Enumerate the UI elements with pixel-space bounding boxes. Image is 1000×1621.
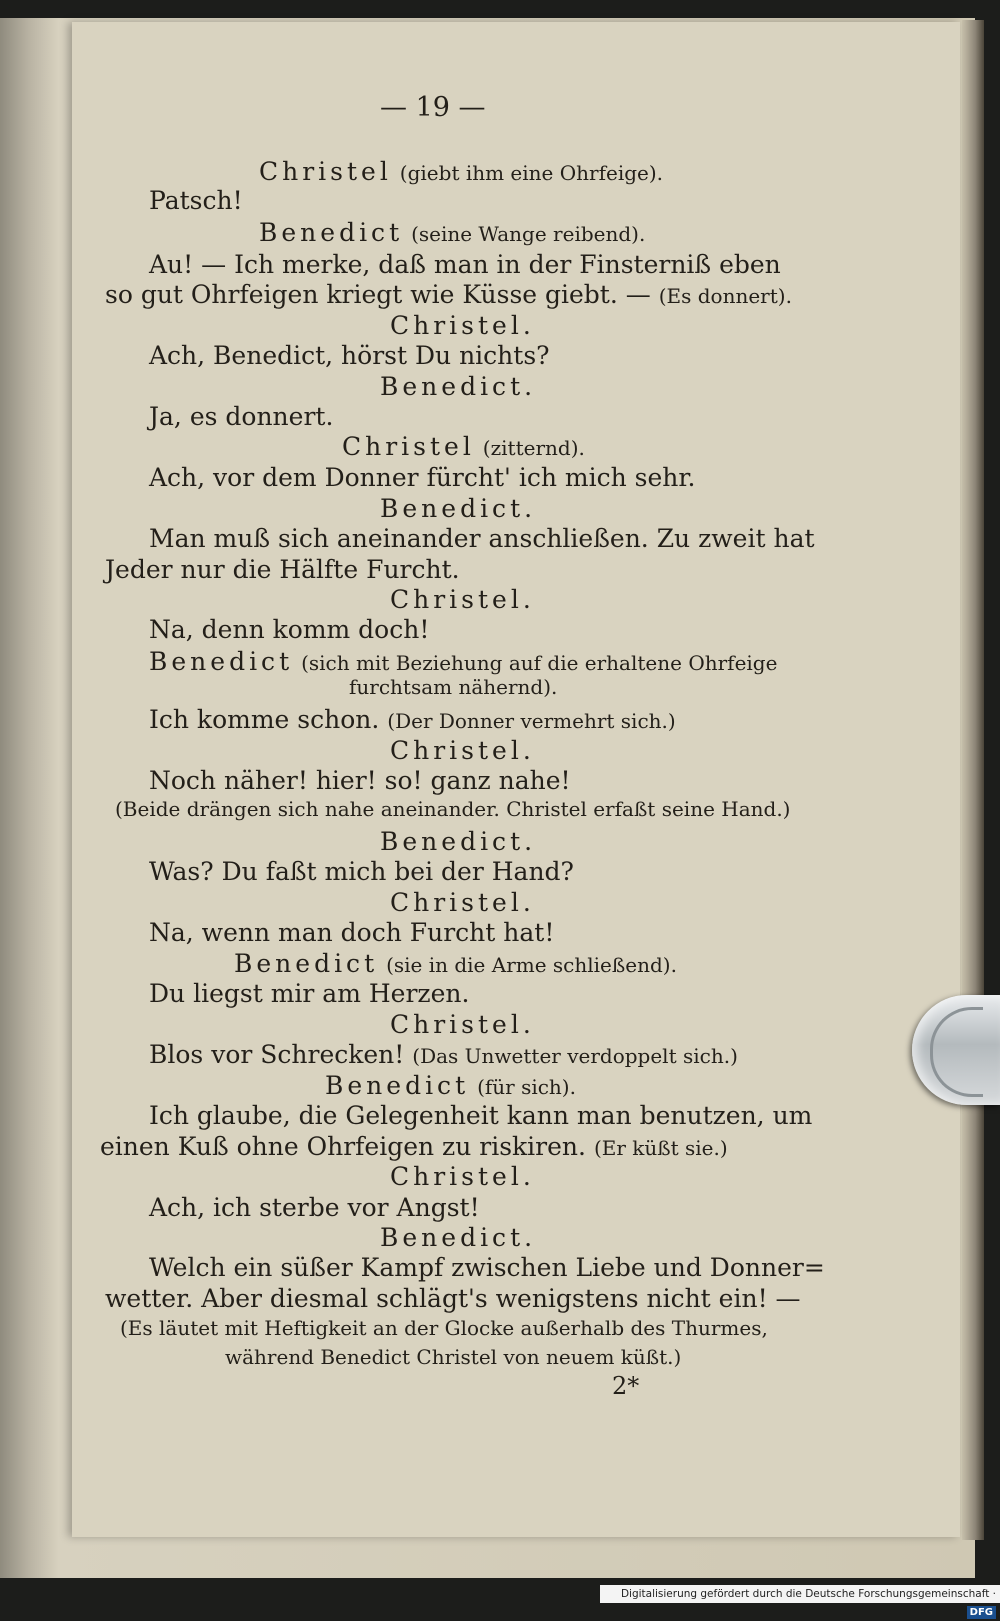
stage-direction: während Benedict Christel von neuem küßt.) — [225, 1345, 682, 1369]
dialogue-line: Patsch! — [149, 186, 243, 215]
dialogue-line: Ach, Benedict, hörst Du nichts? — [149, 341, 550, 370]
speaker-line: Benedict. — [380, 372, 537, 401]
book-page — [72, 22, 960, 1537]
dialogue-line: Ja, es donnert. — [149, 402, 334, 431]
speaker-line: Benedict (seine Wange reibend). — [259, 218, 646, 247]
speaker-line: Benedict. — [380, 494, 537, 523]
speaker-line: Christel (zitternd). — [342, 432, 585, 461]
speaker-line: Benedict (für sich). — [325, 1071, 576, 1100]
dialogue-line: Du liegst mir am Herzen. — [149, 979, 470, 1008]
stage-direction: (Beide drängen sich nahe aneinander. Christel erfaßt seine Hand.) — [115, 797, 791, 821]
dialogue-line: Na, wenn man doch Furcht hat! — [149, 918, 555, 947]
dialogue-line: Man muß sich aneinander anschließen. Zu zweit hat — [149, 524, 815, 553]
dialogue-line: Noch näher! hier! so! ganz nahe! — [149, 766, 571, 795]
speaker-line: Christel. — [390, 311, 535, 340]
dialogue-line: Jeder nur die Hälfte Furcht. — [105, 555, 460, 584]
dialogue-line: Ich komme schon. (Der Donner vermehrt sich.) — [149, 705, 676, 734]
speaker-line: Christel. — [390, 585, 535, 614]
speaker-line: Christel. — [390, 1010, 535, 1039]
dialogue-line: Na, denn komm doch! — [149, 615, 430, 644]
speaker-line: Benedict. — [380, 827, 537, 856]
speaker-line: Christel (giebt ihm eine Ohrfeige). — [259, 157, 664, 186]
stage-direction: (Es läutet mit Heftigkeit an der Glocke außerhalb des Thurmes, — [120, 1316, 768, 1340]
page-stack-edge — [962, 20, 984, 1540]
speaker-line: Christel. — [390, 1162, 535, 1191]
page-clip-inner — [930, 1007, 983, 1097]
signature-mark: 2* — [612, 1372, 640, 1400]
speaker-line: Benedict (sie in die Arme schließend). — [234, 949, 677, 978]
page-number: — 19 — — [380, 92, 486, 123]
speaker-line: Christel. — [390, 888, 535, 917]
digitization-credit — [600, 1585, 1000, 1618]
dialogue-line: Ach, ich sterbe vor Angst! — [149, 1193, 480, 1222]
dialogue-line: Ich glaube, die Gelegenheit kann man benutzen, um — [149, 1101, 813, 1130]
dialogue-line: Welch ein süßer Kampf zwischen Liebe und Donner= — [149, 1253, 825, 1282]
dialogue-line: wetter. Aber diesmal schlägt's wenigstens nicht ein! — — [105, 1284, 801, 1313]
dialogue-line: einen Kuß ohne Ohrfeigen zu riskiren. (Er küßt sie.) — [100, 1132, 728, 1161]
stage-direction: furchtsam nähernd). — [349, 675, 558, 699]
dialogue-line: Blos vor Schrecken! (Das Unwetter verdoppelt sich.) — [149, 1040, 738, 1069]
dialogue-line: Was? Du faßt mich bei der Hand? — [149, 857, 574, 886]
dfg-logo: DFG — [967, 1606, 996, 1619]
speaker-line: Benedict. — [380, 1223, 537, 1252]
dialogue-line: Au! — Ich merke, daß man in der Finsterniß eben — [149, 250, 781, 279]
speaker-line: Christel. — [390, 736, 535, 765]
credit-text: Digitalisierung gefördert durch die Deutsche Forschungsgemeinschaft · — [620, 1588, 996, 1600]
speaker-line: Benedict (sich mit Beziehung auf die erhaltene Ohrfeige — [149, 647, 778, 676]
dialogue-line: so gut Ohrfeigen kriegt wie Küsse giebt. — (Es donnert). — [105, 280, 792, 309]
dialogue-line: Ach, vor dem Donner fürcht' ich mich sehr. — [149, 463, 696, 492]
